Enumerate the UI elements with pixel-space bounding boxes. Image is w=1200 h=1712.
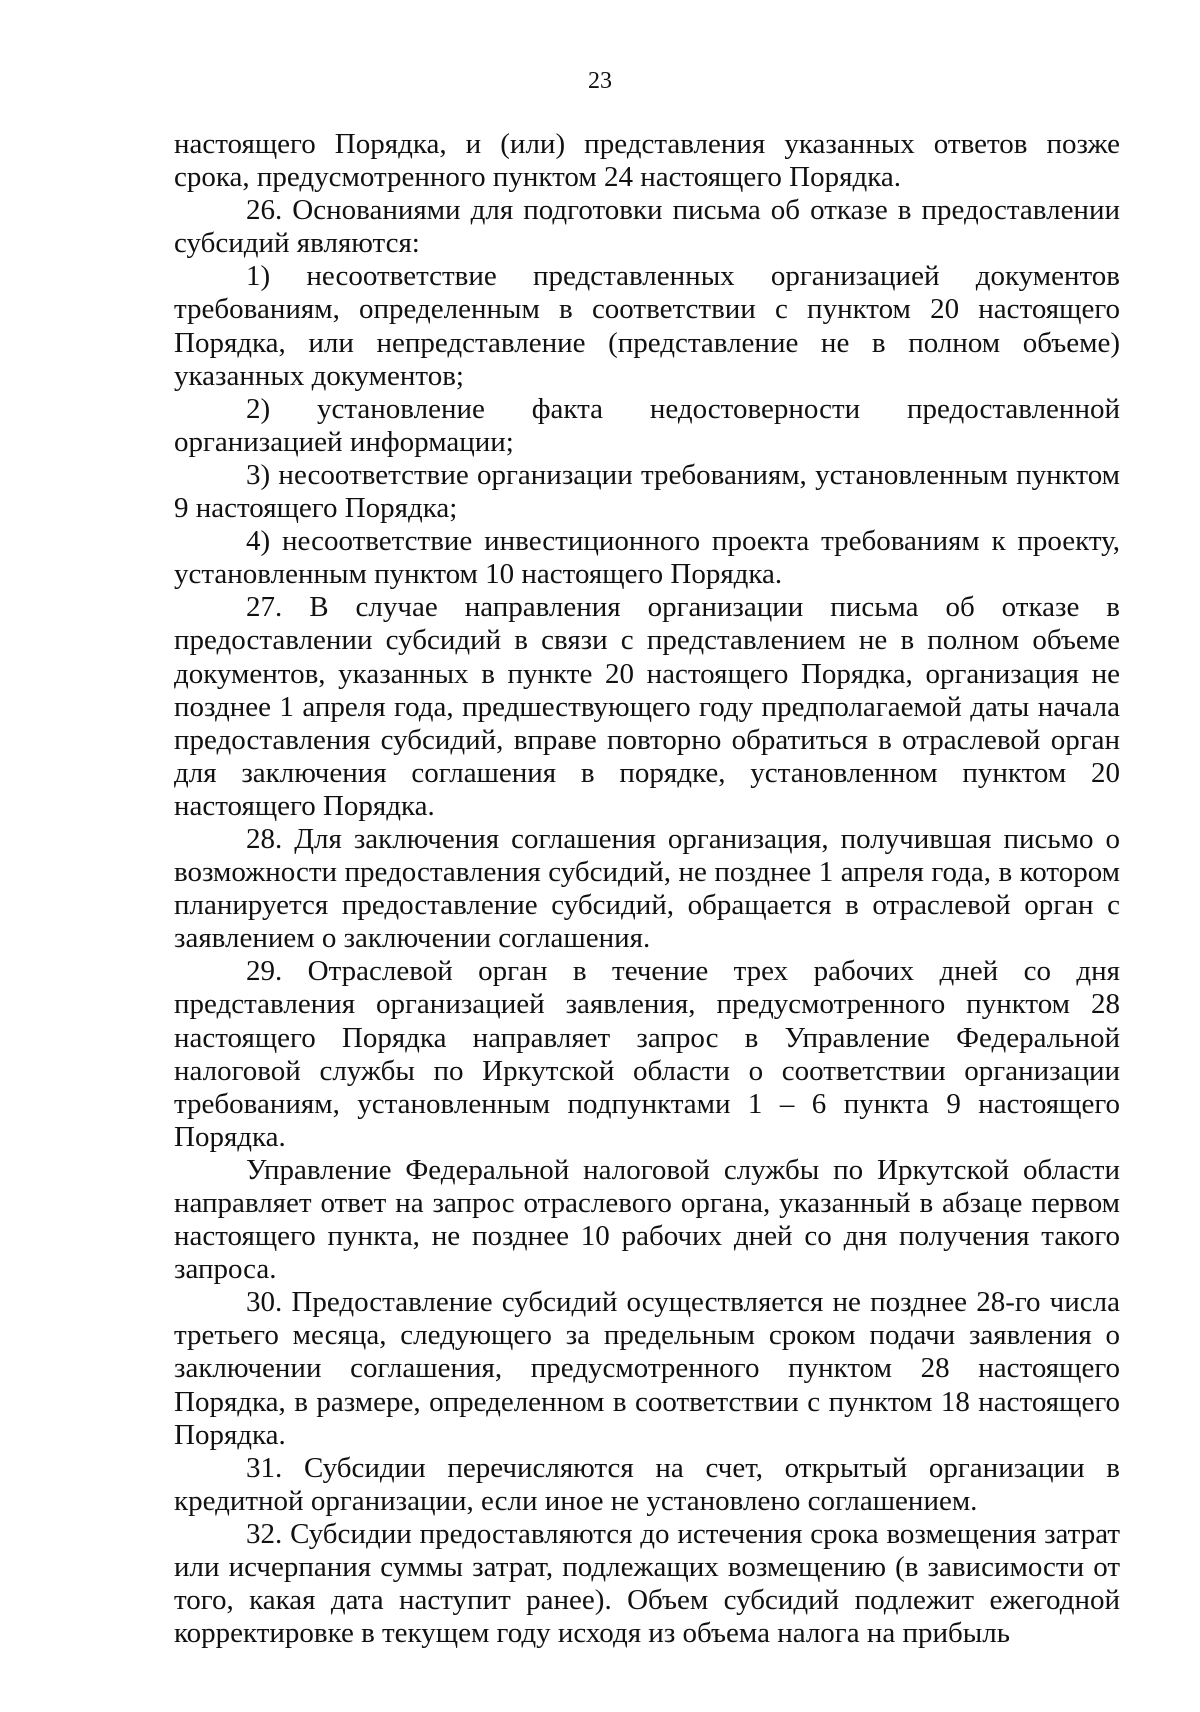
paragraph-26-item-1: 1) несоответствие представленных организацией документов требованиям, определенным в соответствии с пунктом 20 настоящего Порядка, или непредставление (представление не в полном объеме) указанных документов; [174,260,1120,392]
paragraph-continuation: настоящего Порядка, и (или) представления указанных ответов позже срока, предусмотренного пунктом 24 настоящего Порядка. [174,128,1120,194]
paragraph-30: 30. Предоставление субсидий осуществляется не позднее 28-го числа третьего месяца, следующего за предельным сроком подачи заявления о заключении соглашения, предусмотренного пунктом 28 настоящего Порядка, в размере, определенном в соответствии с пунктом 18 настоящего Порядка. [174,1286,1120,1451]
paragraph-26-item-4: 4) несоответствие инвестиционного проекта требованиям к проекту, установленным пунктом 10 настоящего Порядка. [174,525,1120,591]
paragraph-26-item-3: 3) несоответствие организации требованиям, установленным пунктом 9 настоящего Порядка; [174,458,1120,525]
paragraph-28: 28. Для заключения соглашения организация, получившая письмо о возможности предоставления субсидий, не позднее 1 апреля года, в котором планируется предоставление субсидий, обращается в отраслевой орган с заявлением о заключении соглашения. [174,822,1120,955]
paragraph-29-part-2: Управление Федеральной налоговой службы по Иркутской области направляет ответ на запрос отраслевого органа, указанный в абзаце первом настоящего пункта, не позднее 10 рабочих дней со дня получения такого запроса. [174,1153,1120,1286]
paragraph-31: 31. Субсидии перечисляются на счет, открытый организации в кредитной организации, если иное не установлено соглашением. [174,1451,1120,1517]
paragraph-32: 32. Субсидии предоставляются до истечения срока возмещения затрат или исчерпания суммы затрат, подлежащих возмещению (в зависимости от того, какая дата наступит ранее). Объем субсидий подлежит ежегодной корректировке в текущем году исходя из объема налога на прибыль [174,1517,1120,1650]
paragraph-26-item-2: 2) установление факта недостоверности предоставленной организацией информации; [174,392,1120,458]
paragraph-26: 26. Основаниями для подготовки письма об отказе в предоставлении субсидий являются: [174,194,1120,260]
paragraph-27: 27. В случае направления организации письма об отказе в предоставлении субсидий в связи с представлением не в полном объеме документов, указанных в пункте 20 настоящего Порядка, организация не позднее 1 апреля года, предшествующего году предполагаемой даты начала предоставления субсидий, вправе повторно обратиться в отраслевой орган для заключения соглашения в порядке, установленном пунктом 20 настоящего Порядка. [174,591,1120,822]
document-body [174,128,1120,1650]
paragraph-29: 29. Отраслевой орган в течение трех рабочих дней со дня представления организацией заявления, предусмотренного пунктом 28 настоящего Порядка направляет запрос в Управление Федеральной налоговой службы по Иркутской области о соответствии организации требованиям, установленным подпунктами 1 – 6 пункта 9 настоящего Порядка. [174,955,1120,1153]
page-number: 23 [588,68,612,94]
